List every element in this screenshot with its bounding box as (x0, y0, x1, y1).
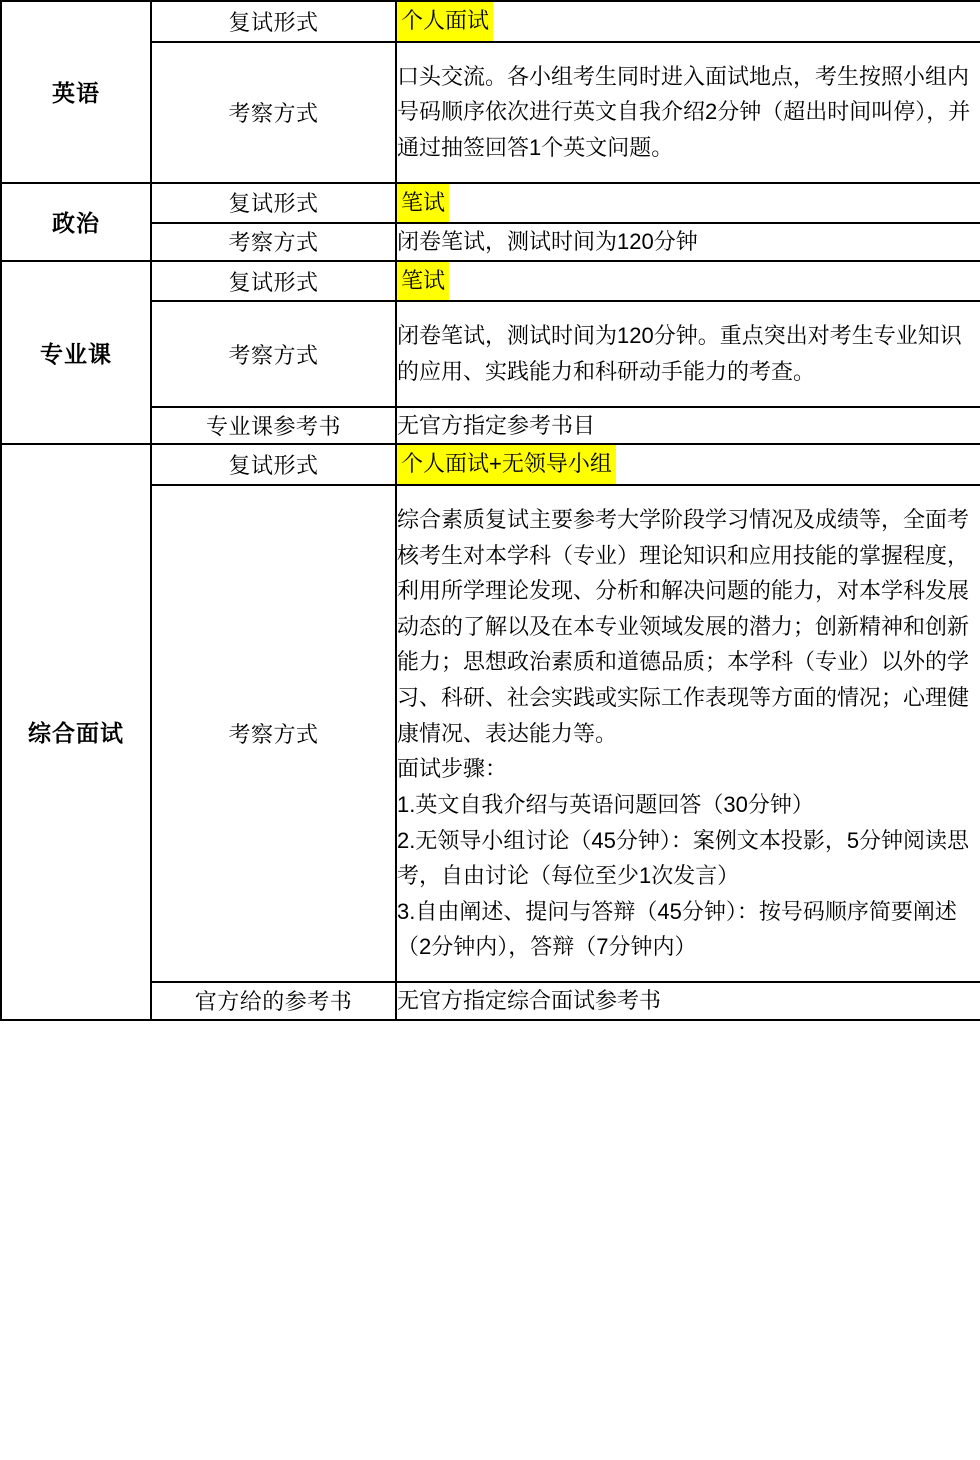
subject-cell-major: 专业课 (1, 261, 151, 445)
paragraph: 1.英文自我介绍与英语问题回答（30分钟） (397, 791, 814, 817)
value-cell: 无官方指定综合面试参考书 (396, 982, 980, 1020)
highlighted-value: 个人面试+无领导小组 (397, 445, 616, 484)
highlighted-value: 笔试 (397, 262, 449, 301)
field-label: 官方给的参考书 (151, 982, 396, 1020)
paragraph: 3.自由阐述、提问与答辩（45分钟）：按号码顺序简要阐述（2分钟内），答辩（7分钟内） (397, 898, 957, 960)
highlighted-value: 个人面试 (397, 2, 493, 41)
value-cell (396, 261, 980, 302)
value-cell: 无官方指定参考书目 (396, 407, 980, 445)
field-label: 考察方式 (151, 485, 396, 982)
field-label: 复试形式 (151, 444, 396, 485)
value-cell (396, 183, 980, 224)
value-cell-paragraphs (396, 485, 980, 982)
field-label: 专业课参考书 (151, 407, 396, 445)
subject-cell-english: 英语 (1, 1, 151, 183)
value-cell (396, 444, 980, 485)
paragraph: 2.无领导小组讨论（45分钟）：案例文本投影，5分钟阅读思考，自由讨论（每位至少1次发言） (397, 827, 970, 889)
value-cell: 闭卷笔试，测试时间为120分钟 (396, 223, 980, 261)
field-label: 考察方式 (151, 301, 396, 406)
field-label: 复试形式 (151, 183, 396, 224)
value-cell (396, 1, 980, 42)
table-row (1, 1, 980, 42)
paragraph: 综合素质复试主要参考大学阶段学习情况及成绩等，全面考核考生对本学科（专业）理论知识和应用技能的掌握程度，利用所学理论发现、分析和解决问题的能力，对本学科发展动态的了解以及在本专业领域发展的潜力；创新精神和创新能力；思想政治素质和道德品质；本学科（专业）以外的学习、科研、社会实践或实际工作表现等方面的情况；心理健康情况、表达能力等。 (397, 506, 970, 746)
field-label: 考察方式 (151, 223, 396, 261)
value-cell: 口头交流。各小组考生同时进入面试地点，考生按照小组内号码顺序依次进行英文自我介绍2分钟（超出时间叫停），并通过抽签回答1个英文问题。 (396, 42, 980, 183)
subject-cell-politics: 政治 (1, 183, 151, 261)
subject-cell-comprehensive-interview: 综合面试 (1, 444, 151, 1019)
field-label: 复试形式 (151, 261, 396, 302)
table-row (1, 183, 980, 224)
field-label: 考察方式 (151, 42, 396, 183)
value-cell: 闭卷笔试，测试时间为120分钟。重点突出对考生专业知识的应用、实践能力和科研动手能力的考查。 (396, 301, 980, 406)
field-label: 复试形式 (151, 1, 396, 42)
paragraph: 面试步骤： (397, 756, 508, 782)
highlighted-value: 笔试 (397, 184, 449, 223)
table-row (1, 444, 980, 485)
table-row (1, 261, 980, 302)
